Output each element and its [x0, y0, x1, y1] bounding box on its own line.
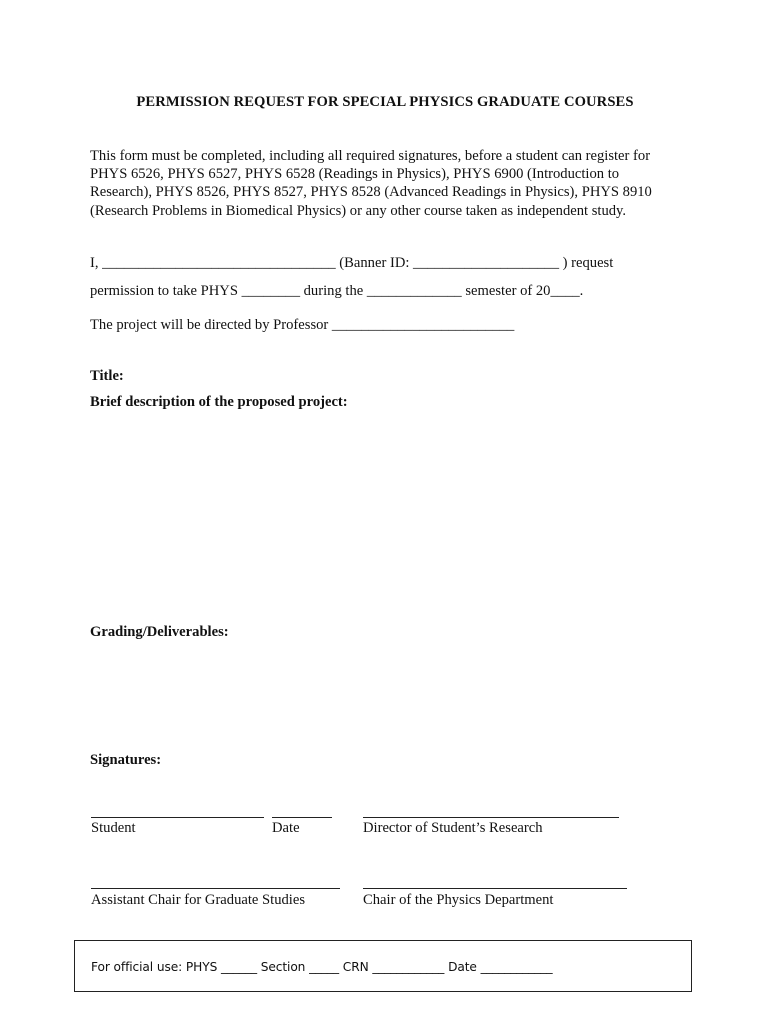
- title-label: Title:: [90, 368, 124, 384]
- student-label: Student: [91, 820, 136, 836]
- official-use-text: For official use: PHYS ______ Section _____ CRN ____________ Date ____________: [91, 960, 553, 974]
- assistant-chair-label: Assistant Chair for Graduate Studies: [91, 892, 306, 908]
- form-title: PERMISSION REQUEST FOR SPECIAL PHYSICS GRADUATE COURSES: [136, 94, 634, 110]
- director-label: Director of Student’s Research: [363, 820, 543, 836]
- request-line-course-semester: permission to take PHYS ________ during the _____________ semester of 20____.: [90, 283, 584, 299]
- intro-line: Research), PHYS 8526, PHYS 8527, PHYS 8528 (Advanced Readings in Physics), PHYS 8910: [90, 184, 652, 201]
- date-signature-line: [272, 817, 332, 818]
- request-line-name-banner: I, ________________________________ (Banner ID: ____________________ ) request: [90, 255, 614, 271]
- grading-label: Grading/Deliverables:: [90, 624, 229, 640]
- signatures-label: Signatures:: [90, 752, 162, 768]
- official-use-box: [74, 940, 692, 992]
- date-label: Date: [272, 820, 300, 836]
- chair-signature-line: [363, 888, 627, 889]
- director-signature-line: [363, 817, 619, 818]
- request-line-professor: The project will be directed by Professor _________________________: [90, 317, 515, 333]
- chair-label: Chair of the Physics Department: [363, 892, 554, 908]
- description-label: Brief description of the proposed project:: [90, 394, 348, 410]
- intro-line: This form must be completed, including all required signatures, before a student can register for: [90, 148, 651, 164]
- intro-paragraph: [90, 147, 690, 220]
- assistant-chair-signature-line: [91, 888, 340, 889]
- intro-line: (Research Problems in Biomedical Physics) or any other course taken as independent study.: [90, 202, 627, 219]
- student-signature-line: [91, 817, 264, 818]
- intro-line: PHYS 6526, PHYS 6527, PHYS 6528 (Readings in Physics), PHYS 6900 (Introduction to: [90, 166, 620, 183]
